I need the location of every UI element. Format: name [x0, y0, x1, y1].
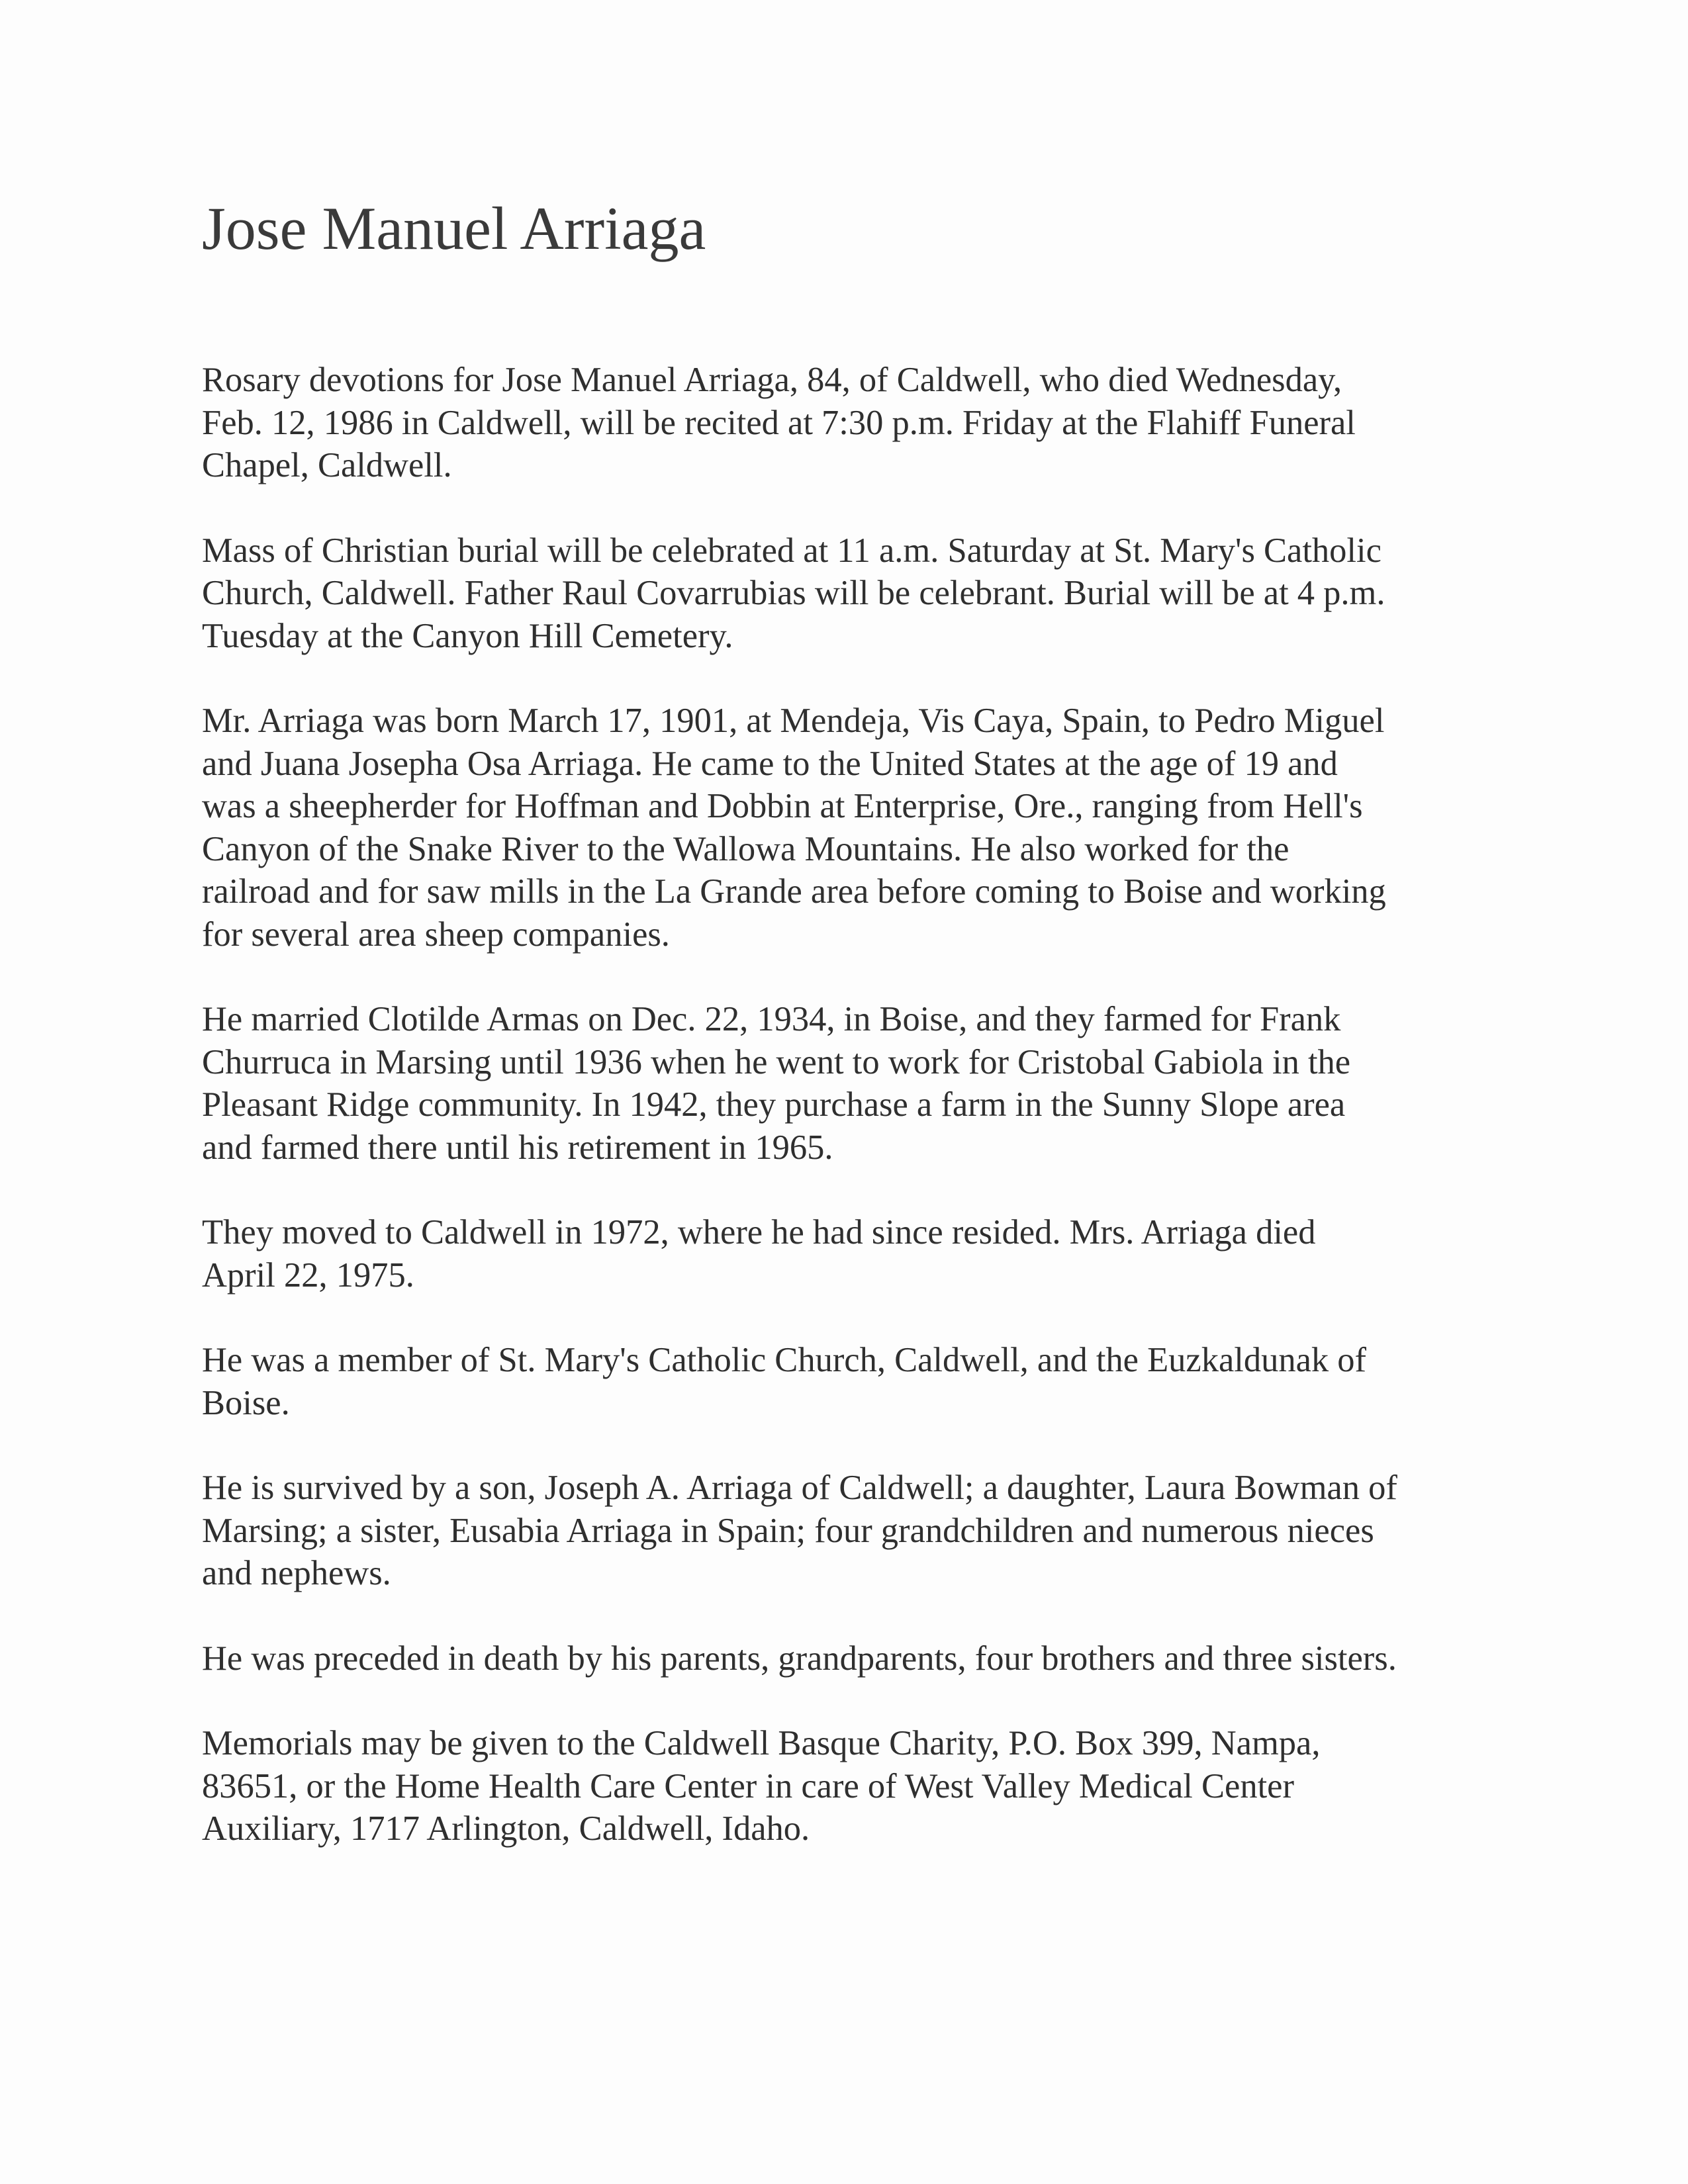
- paragraph-birth: Mr. Arriaga was born March 17, 1901, at Mendeja, Vis Caya, Spain, to Pedro Miguel and Juana Josepha Osa Arriaga. He came to the United States at the age of 19 and was a sheepherder for Hoffman and Dobbin at Enterprise, Ore., ranging from Hell's Canyon of the Snake River to the Wallowa Mountains. He also worked for the railroad and for saw mills in the La Grande area before coming to Boise and working for several area sheep companies.: [202, 702, 1386, 954]
- document-title: Jose Manuel Arriaga: [202, 195, 706, 262]
- paragraph-memorials: Memorials may be given to the Caldwell Basque Charity, P.O. Box 399, Nampa, 83651, or the Home Health Care Center in care of West Valley Medical Center Auxiliary, 1717 Arlington, Caldwell, Idaho.: [202, 1724, 1321, 1848]
- paragraph-residence: They moved to Caldwell in 1972, where he had since resided. Mrs. Arriaga died April 22, 1975.: [202, 1213, 1316, 1295]
- paragraph-membership: He was a member of St. Mary's Catholic Church, Caldwell, and the Euzkaldunak of Boise.: [202, 1341, 1367, 1422]
- paragraph-preceded: He was preceded in death by his parents, grandparents, four brothers and three sisters.: [202, 1639, 1397, 1678]
- paragraph-survivors: He is survived by a son, Joseph A. Arriaga of Caldwell; a daughter, Laura Bowman of Marsing; a sister, Eusabia Arriaga in Spain; four grandchildren and numerous nieces and nephews.: [202, 1469, 1397, 1592]
- paragraph-marriage: He married Clotilde Armas on Dec. 22, 1934, in Boise, and they farmed for Frank Churruca in Marsing until 1936 when he went to work for Cristobal Gabiola in the Pleasant Ridge community. In 1942, they purchase a farm in the Sunny Slope area and farmed there until his retirement in 1965.: [202, 1000, 1351, 1167]
- paragraph-rosary: Rosary devotions for Jose Manuel Arriaga, 84, of Caldwell, who died Wednesday, Feb. 12, 1986 in Caldwell, will be recited at 7:30 p.m. Friday at the Flahiff Funeral Chapel, Caldwell.: [202, 361, 1356, 484]
- paragraph-mass: Mass of Christian burial will be celebrated at 11 a.m. Saturday at St. Mary's Catholic Church, Caldwell. Father Raul Covarrubias will be celebrant. Burial will be at 4 p.m. Tuesday at the Canyon Hill Cemetery.: [202, 531, 1385, 655]
- document-body: [202, 192, 1526, 1893]
